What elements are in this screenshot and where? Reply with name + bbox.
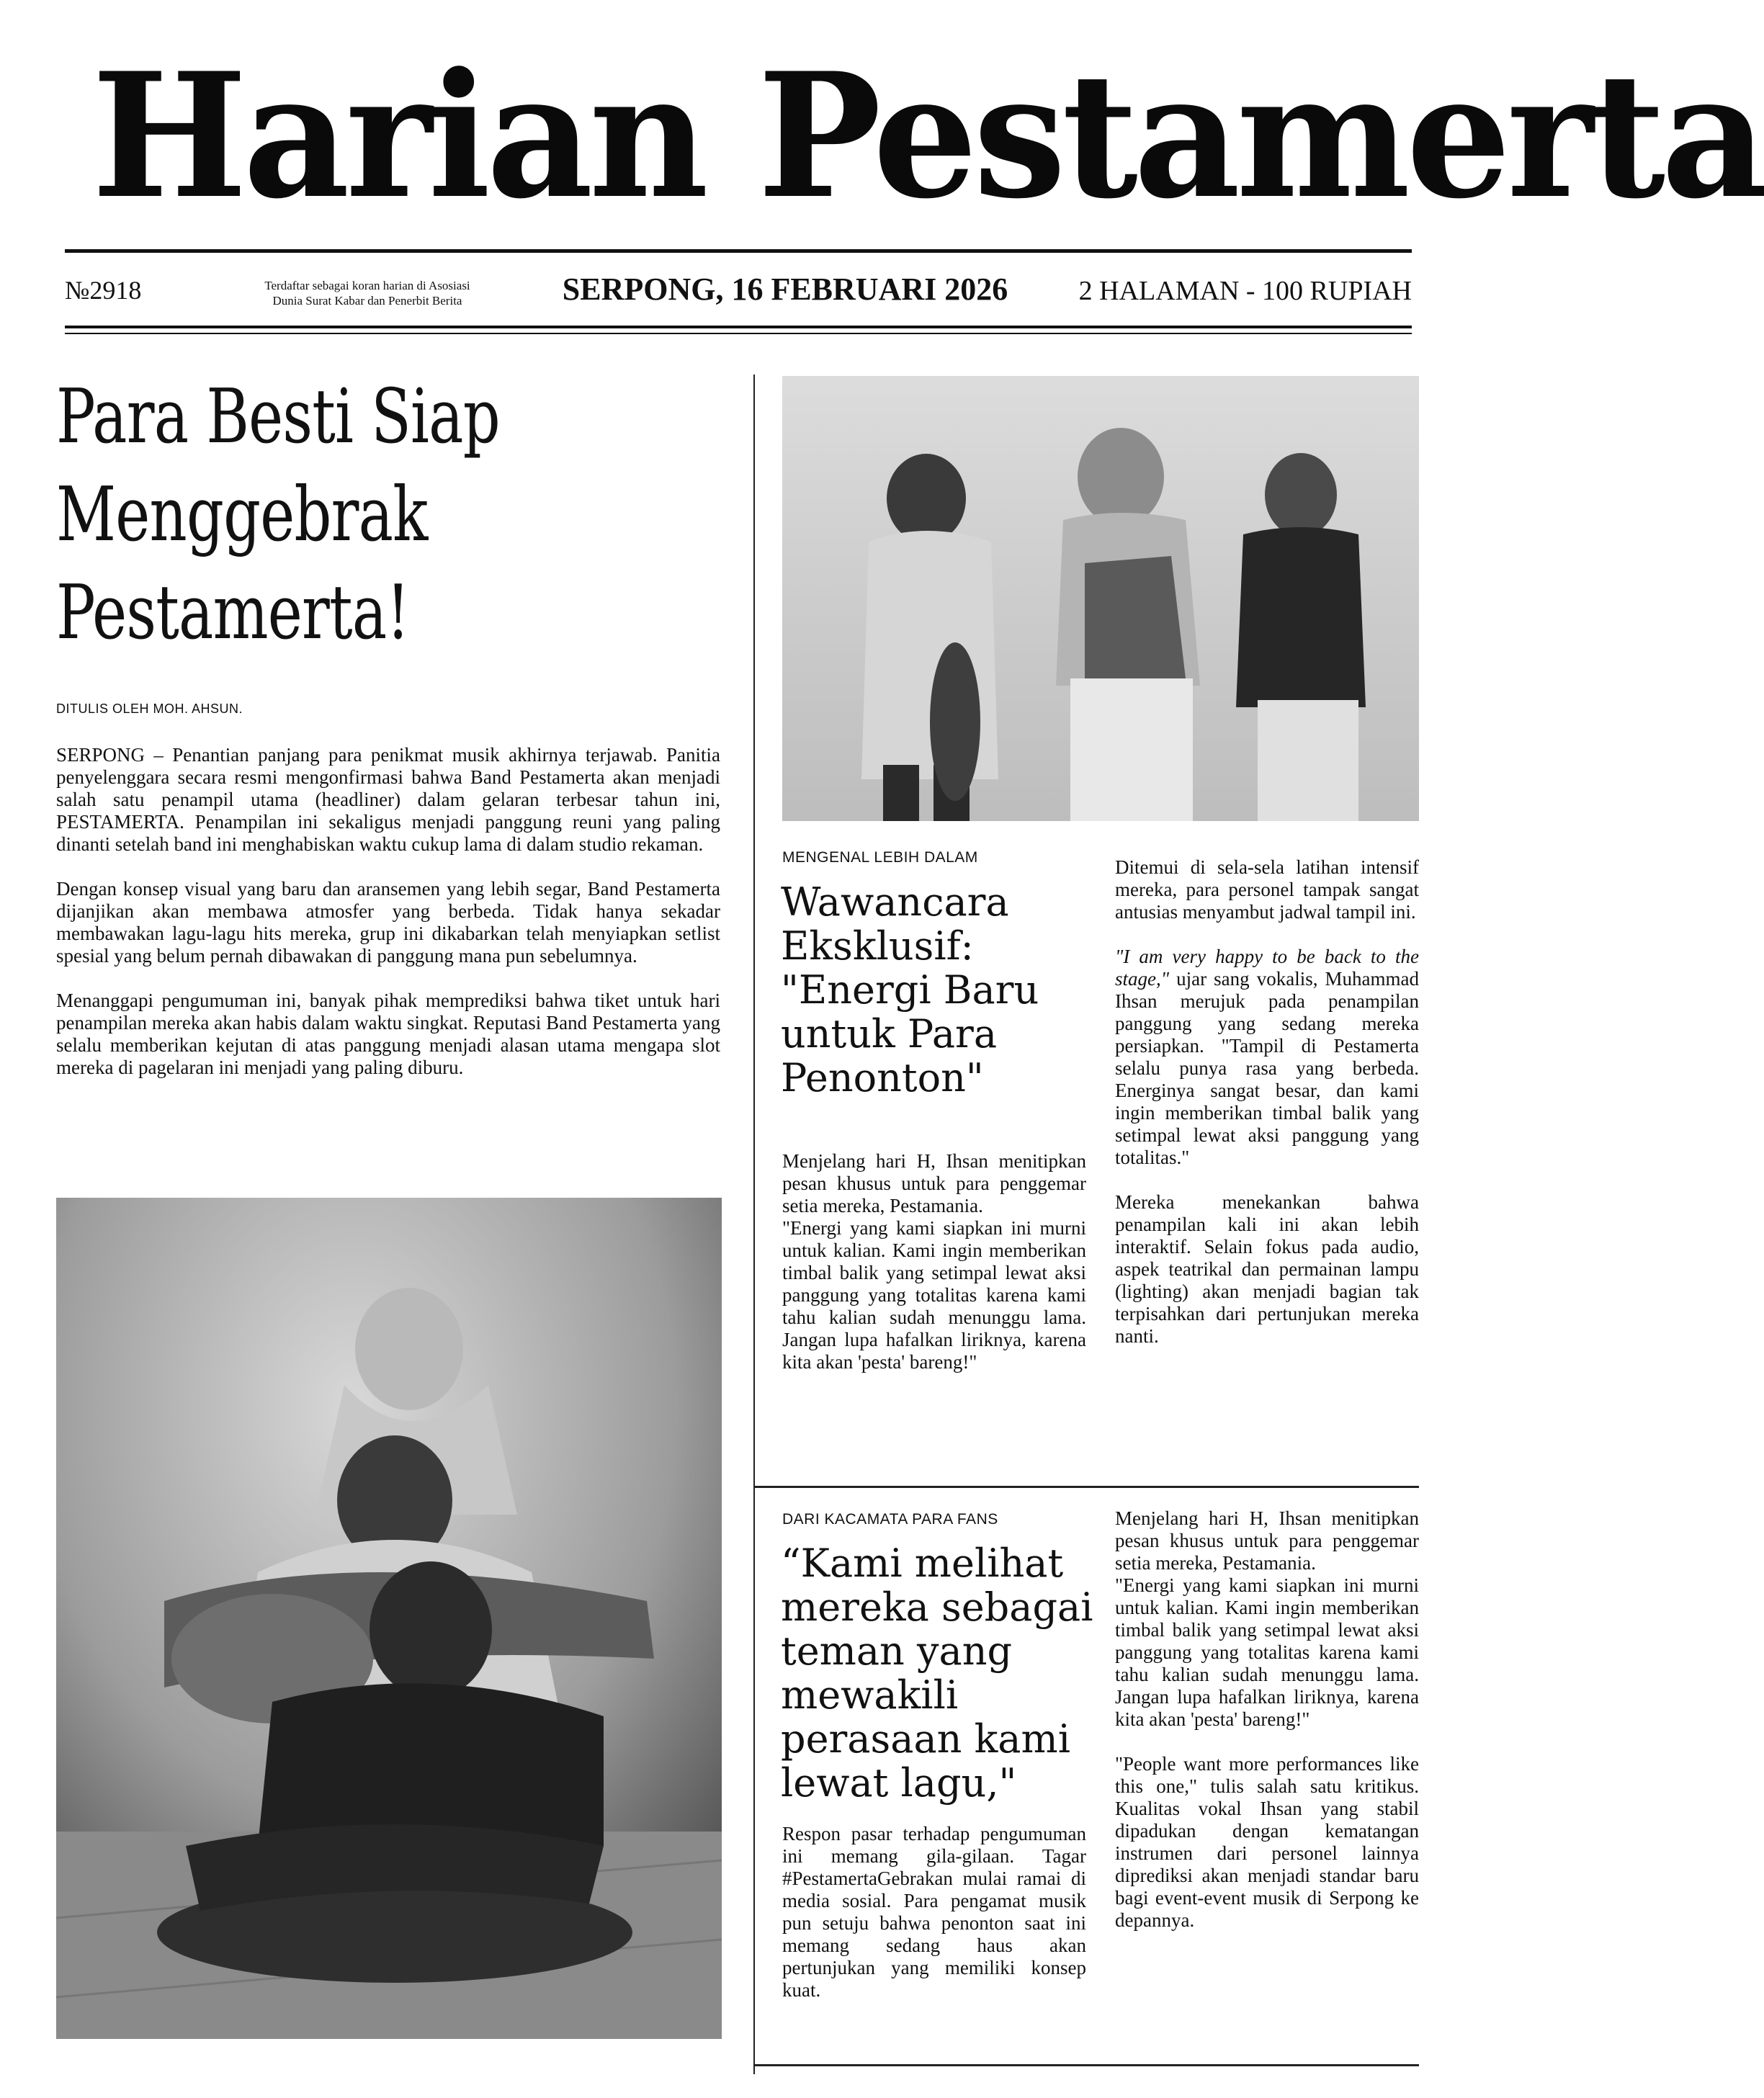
main-article-body	[56, 744, 720, 1079]
main-paragraph-2: Dengan konsep visual yang baru dan aransemen yang lebih segar, Band Pestamerta dijanjikan akan membawa atmosfer yang berbeda. Tidak hanya sekadar membawakan lagu-lagu hits mereka, grup ini dikabarkan telah menyiapkan setlist spesial yang belum pernah dibawakan di panggung mana pun sebelumnya.	[56, 878, 720, 967]
main-paragraph-1: SERPONG – Penantian panjang para penikmat musik akhirnya terjawab. Panitia penyelenggara secara resmi mengonfirmasi bahwa Band Pestamerta akan menjadi salah satu penampil utama (headliner) dalam gelaran terbesar tahun ini, PESTAMERTA. Penampilan ini sekaligus menjadi panggung reuni yang paling dinanti setelah band ini menghabiskan waktu cukup lama di dalam studio rekaman.	[56, 744, 720, 855]
fans-right-paragraph-3: "People want more performances like this one," tulis salah satu kritikus. Kualitas vokal Ihsan yang stabil dipadukan dengan kematangan instrumen dari personel lainnya diprediksi akan menjadi standar baru bagi event-event musik di Serpong ke depannya.	[1115, 1753, 1419, 1931]
masthead-rule-bottom-thin	[65, 333, 1412, 334]
interview-left-body	[782, 1150, 1086, 1373]
registry-line-2: Dunia Surat Kabar dan Penerbit Berita	[272, 294, 462, 308]
registry-note	[209, 278, 526, 308]
fans-subhead: “Kami melihat mereka sebagai teman yang mewakili perasaan kami lewat lagu,"	[781, 1541, 1093, 1806]
band-photo-standing	[782, 376, 1419, 821]
interview-left-paragraph-1: Menjelang hari H, Ihsan menitipkan pesan khusus untuk para penggemar setia mereka, Pestamania.	[782, 1150, 1086, 1216]
interview-subhead: Wawancara Eksklusif: "Energi Baru untuk Para Penonton"	[781, 879, 1039, 1100]
interview-right-intro: Ditemui di sela-sela latihan intensif mereka, para personel tampak sangat antusias menyambut jadwal tampil ini.	[1115, 856, 1419, 923]
fans-right-body	[1115, 1507, 1419, 1932]
interview-left-paragraph-2: "Energi yang kami siapkan ini murni untuk kalian. Kami ingin memberikan timbal balik yang setimpal lewat aksi panggung yang totalitas karena kami tahu kalian sudah menunggu lama. Jangan lupa hafalkan liriknya, karena kita akan 'pesta' bareng!"	[782, 1217, 1086, 1373]
interview-right-paragraph-2: Mereka menekankan bahwa penampilan kali ini akan lebih interaktif. Selain fokus pada audio, aspek teatrikal dan permainan lampu (lighting) akan menjadi bagian tak terpisahkan dari pertunjukan mereka nanti.	[1115, 1191, 1419, 1347]
byline: DITULIS OLEH MOH. AHSUN.	[56, 701, 243, 716]
fans-right-paragraph-1: Menjelang hari H, Ihsan menitipkan pesan khusus untuk para penggemar setia mereka, Pestamania.	[1115, 1507, 1419, 1574]
interview-quote-rest: ujar sang vokalis, Muhammad Ihsan merujuk pada penampilan panggung yang sedang mereka persiapkan. "Tampil di Pestamerta selalu punya rasa yang berbeda. Energinya sangat besar, dan kami ingin memberikan timbal balik yang setimpal lewat aksi panggung yang totalitas."	[1115, 968, 1419, 1168]
masthead-title: Harian Pestamerta	[91, 36, 1764, 237]
interview-right-body	[1115, 856, 1419, 1348]
masthead-rule-top	[65, 249, 1412, 253]
fans-right-paragraph-2: "Energi yang kami siapkan ini murni untuk kalian. Kami ingin memberikan timbal balik yang setimpal lewat aksi panggung yang totalitas karena kami tahu kalian sudah menunggu lama. Jangan lupa hafalkan liriknya, karena kita akan 'pesta' bareng!"	[1115, 1574, 1419, 1730]
interview-right-quote-paragraph	[1115, 946, 1419, 1169]
column-divider	[753, 375, 755, 2074]
interview-quote: "I am very happy to be back to the stage,"	[1115, 946, 1419, 990]
headline-line-2: Menggebrak	[56, 470, 428, 558]
fans-left-paragraph: Respon pasar terhadap pengumuman ini memang gila-gilaan. Tagar #PestamertaGebrakan mulai ramai di media sosial. Para pengamat musik pun setuju bahwa penonton saat ini memang sedang haus akan pertunjukan yang memiliki konsep kuat.	[782, 1823, 1086, 2001]
price-info: 2 HALAMAN - 100 RUPIAH	[1078, 276, 1412, 306]
masthead-rule-bottom	[65, 326, 1412, 328]
dateline: SERPONG, 16 FEBRUARI 2026	[562, 272, 1008, 307]
fans-left-body	[782, 1823, 1086, 2001]
bottom-rule	[753, 2064, 1419, 2066]
band-photo-group	[56, 1198, 722, 2039]
interview-kicker: MENGENAL LEBIH DALAM	[782, 849, 978, 866]
main-headline	[56, 367, 596, 661]
main-paragraph-3: Menanggapi pengumuman ini, banyak pihak memprediksi bahwa tiket untuk hari penampilan mereka akan habis dalam waktu singkat. Reputasi Band Pestamerta yang selalu memberikan kejutan di atas panggung menjadi alasan utama mengapa slot mereka di pagelaran ini menjadi yang paling diburu.	[56, 990, 720, 1078]
headline-line-1: Para Besti Siap	[56, 372, 500, 460]
registry-line-1: Terdaftar sebagai koran harian di Asosiasi	[264, 279, 470, 292]
section-divider	[753, 1486, 1419, 1488]
fans-kicker: DARI KACAMATA PARA FANS	[782, 1511, 998, 1528]
issue-number: №2918	[65, 276, 142, 305]
info-bar	[65, 261, 1412, 318]
headline-line-3: Pestamerta!	[56, 568, 410, 656]
